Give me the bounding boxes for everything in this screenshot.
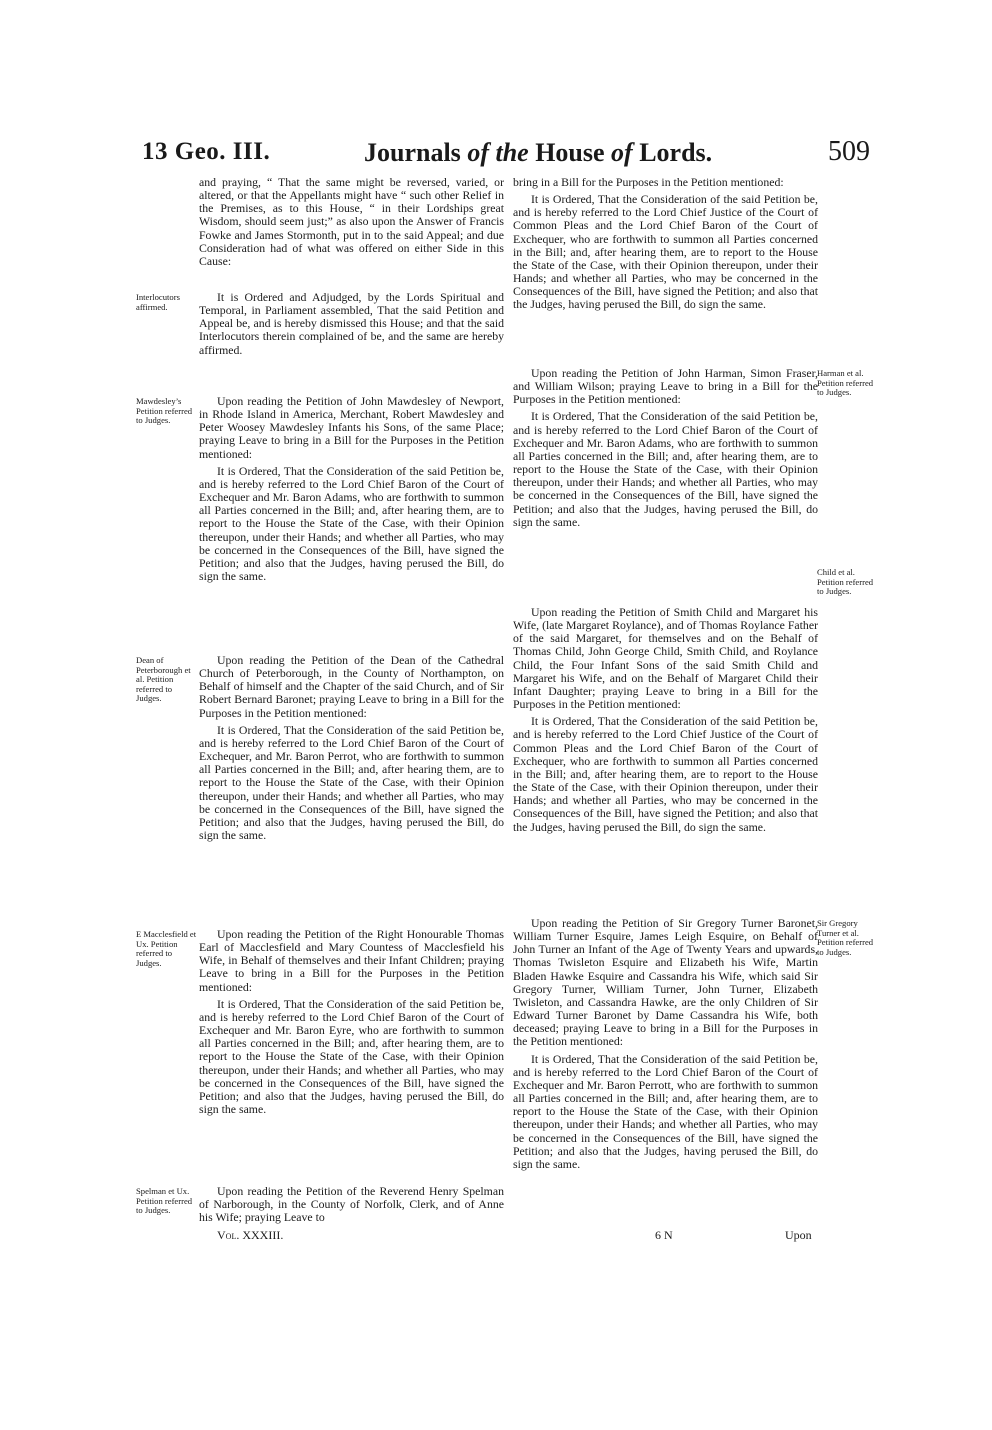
margin-note: Sir Gregory Turner et al. Petition referred to Judges. bbox=[817, 918, 874, 957]
title-part: House bbox=[528, 138, 612, 167]
page-header bbox=[0, 128, 992, 178]
mawdesley-petition: Upon reading the Petition of John Mawdesley of Newport, in Rhode Island in America, Merchant, Robert Mawdesley and Peter Woosey Mawdesley Infants his Sons, of the same Place; praying Leave to bring in a Bill for the Purposes in the Petition mentioned: bbox=[199, 394, 504, 461]
left-column bbox=[199, 176, 504, 268]
margin-note: E Macclesfield et Ux. Petition referred to Judges. bbox=[136, 929, 197, 968]
catchword: Upon bbox=[785, 1228, 812, 1242]
macclesfield-petition: Upon reading the Petition of the Right Honourable Thomas Earl of Macclesfield and Mary Countess of Macclesfield his Wife, in Behalf of themselves and their Infant Children; praying Leave to bring in a Bill for the Purposes in the Petition mentioned: bbox=[199, 927, 504, 994]
child-petition: Upon reading the Petition of Smith Child and Margaret his Wife, (late Margaret Roylance), and of Thomas Roylance Father of the said Margaret, for themselves and on the Behalf of Thomas Child, John George Child, Smith Child, and Roylance Child, the Four Infant Sons of the said Smith Child and Margaret his Wife, and on the Behalf of Margaret Child their Infant Daughter; praying Leave to bring in a Bill for the Purposes in the Petition mentioned: bbox=[513, 605, 818, 712]
harman-entry bbox=[513, 367, 818, 529]
mawdesley-order: It is Ordered, That the Consideration of the said Petition be, and is hereby referred to the Lord Chief Baron of the Court of Exchequer and Mr. Baron Adams, who are forthwith to summon all Parties concerned in the Bill; and, after hearing them, are to report to the House the State of the Case, with their Opinion thereupon, under their Hands; and whether all Parties, who may be concerned in the Consequences of the Bill, have signed the Petition; and also that the Judges, having perused the Bill, do sign the same. bbox=[199, 463, 504, 584]
macclesfield-order: It is Ordered, That the Consideration of the said Petition be, and is hereby referred to the Lord Chief Baron of the Court of Exchequer and Mr. Baron Eyre, who are forthwith to summon all Parties concerned in the Bill; and, after hearing them, are to report to the House the State of the Case, with their Opinion thereupon, under their Hands; and whether all Parties, who may be concerned in the Consequences of the Bill, have signed the Petition; and also that the Judges, having perused the Bill, do sign the same. bbox=[199, 996, 504, 1117]
child-order: It is Ordered, That the Consideration of the said Petition be, and is hereby referred to the Lord Chief Justice of the Court of Common Pleas and the Lord Chief Baron of the Court of Exchequer, who are forthwith to summon all Parties concerned in the Bill; and, after hearing them, are to report to the House the State of the Case, with their Opinion thereupon, under their Hands; and whether all Parties, who may be concerned in the Consequences of the Bill, have signed the Petition; and also that the Judges, having perused the Bill, do sign the same. bbox=[513, 714, 818, 834]
title-part: of the bbox=[467, 138, 529, 167]
margin-note: Mawdesley’s Petition referred to Judges. bbox=[136, 396, 193, 425]
regnal-year: 13 Geo. III. bbox=[142, 138, 271, 165]
dean-order: It is Ordered, That the Consideration of the said Petition be, and is hereby referred to the Lord Chief Baron of the Court of Exchequer, and Mr. Baron Perrot, who are forthwith to summon all Parties concerned in the Bill; and, after hearing them, are to report to the House the State of the Case, with their Opinion thereupon, under their Hands; and whether all Parties, who may be concerned in the Consequences of the Bill, have signed the Petition; and also that the Judges, having perused the Bill, do sign the same. bbox=[199, 722, 504, 843]
continuation-text: bring in a Bill for the Purposes in the Petition mentioned: bbox=[513, 175, 784, 189]
turner-entry bbox=[513, 917, 818, 1171]
continuation-order: It is Ordered, That the Consideration of the said Petition be, and is hereby referred to the Lord Chief Justice of the Court of Common Pleas and the Lord Chief Baron of the Court of Exchequer, who are forthwith to summon all Parties concerned in the Bill; and, after hearing them, are to report to the House the State of the Case, with their Opinion thereupon, under their Hands; and whether all Parties, who may be concerned in the Consequences of the Bill, have signed the Petition; and also that the Judges, having perused the Bill, do sign the same. bbox=[513, 192, 818, 312]
dean-entry bbox=[199, 654, 504, 842]
macclesfield-entry bbox=[199, 928, 504, 1116]
title-part: Lords. bbox=[632, 138, 713, 167]
margin-note: Harman et al. Petition referred to Judges. bbox=[817, 368, 874, 397]
mawdesley-entry bbox=[199, 395, 504, 583]
harman-order: It is Ordered, That the Consideration of the said Petition be, and is hereby referred to the Lord Chief Baron of the Court of Exchequer and Mr. Baron Adams, who are forthwith to summon all Parties concerned in the Bill; and, after hearing them, are to report to the House the State of the Case, with their Opinion thereupon, under their Hands; and whether all Parties, who may be concerned in the Consequences of the Bill, have signed the Petition; and also that the Judges, having perused the Bill, do sign the same. bbox=[513, 409, 818, 529]
title-part: of bbox=[611, 138, 633, 167]
margin-note: Spelman et Ux. Petition referred to Judges. bbox=[136, 1186, 193, 1215]
dean-petition: Upon reading the Petition of the Dean of the Cathedral Church of Peterborough, in the County of Northampton, on Behalf of himself and the Chapter of the said Church, and of Sir Robert Bernard Baronet; praying Leave to bring in a Bill for the Purposes in the Petition mentioned: bbox=[199, 653, 504, 720]
interlocutors-entry bbox=[199, 291, 504, 357]
right-column bbox=[513, 176, 818, 312]
journal-title bbox=[364, 138, 712, 168]
harman-petition: Upon reading the Petition of John Harman, Simon Fraser, and William Wilson; praying Leave to bring in a Bill for the Purposes in the Petition mentioned: bbox=[513, 366, 818, 407]
spelman-entry bbox=[199, 1185, 504, 1224]
margin-note: Dean of Peterborough et al. Petition referred to Judges. bbox=[136, 655, 191, 703]
page-number: 509 bbox=[828, 136, 870, 167]
spelman-petition: Upon reading the Petition of the Reverend Henry Spelman of Narborough, in the County of Norfolk, Clerk, and of Anne his Wife; praying Leave to bbox=[199, 1184, 504, 1225]
margin-note: Interlocutors affirmed. bbox=[136, 292, 180, 312]
title-part: Journals bbox=[364, 138, 468, 167]
appeal-continuation: and praying, “ That the same might be reversed, varied, or altered, or that the Appellants might have “ such other Relief in the Premises, as to this House, “ in their Lordships great Wisdom, should seem just;” as also upon the Answer of Francis Fowke and James Stormonth, put in to the said Appeal; and due Consideration had of what was offered on either Side in this Cause: bbox=[199, 175, 504, 268]
child-entry bbox=[513, 606, 818, 834]
signature-mark: 6 N bbox=[655, 1228, 673, 1242]
turner-petition: Upon reading the Petition of Sir Gregory Turner Baronet, William Turner Esquire, James Leigh Esquire, on Behalf of John Turner an Infant of the Age of Twenty Years and upwards, Thomas Twisleton Esquire and Elizabeth his Wife, Martin Bladen Hawke Esquire and Cassandra his Wife, which said Sir Gregory Turner, William Turner, John Turner, Elizabeth Twisleton, and Cassandra Hawke, are the only Children of Sir Edward Turner Baronet by Dame Cassandra his Wife, both deceased; praying Leave to bring in a Bill for the Purposes in the Petition mentioned: bbox=[513, 916, 818, 1049]
volume-number: Vol. XXXIII. bbox=[217, 1228, 284, 1242]
interlocutors-order: It is Ordered and Adjudged, by the Lords Spiritual and Temporal, in Parliament assembled, That the said Petition and Appeal be, and is hereby dismissed this House; and that the said Interlocutors therein complained of be, and the same are hereby affirmed. bbox=[199, 290, 504, 357]
margin-note: Child et al. Petition referred to Judges. bbox=[817, 567, 874, 596]
turner-order: It is Ordered, That the Consideration of the said Petition be, and is hereby referred to the Lord Chief Baron of the Court of Exchequer and Mr. Baron Perrott, who are forthwith to summon all Parties concerned in the Bill; and, after hearing them, are to report to the House the State of the Case, with their Opinion thereupon, under their Hands; and whether all Parties, who may be concerned in the Consequences of the Bill, have signed the Petition; and also that the Judges, having perused the Bill, do sign the same. bbox=[513, 1051, 818, 1171]
